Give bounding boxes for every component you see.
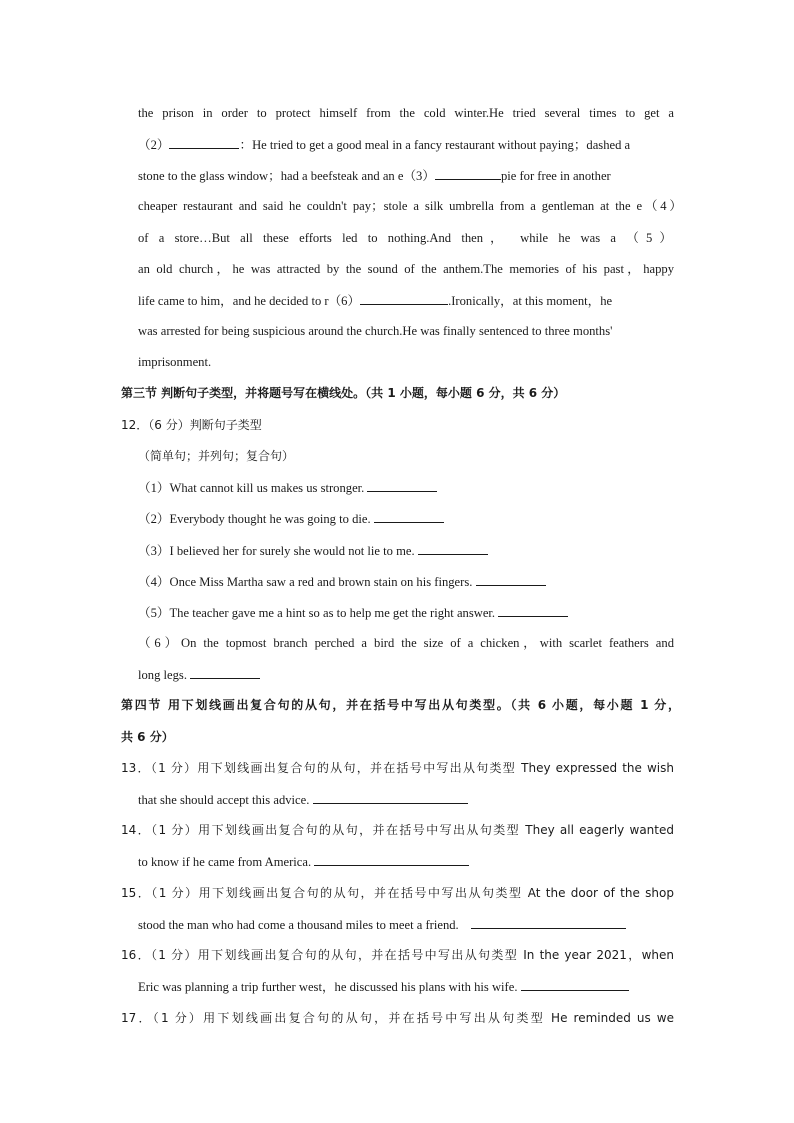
q12-item-1 xyxy=(138,479,437,496)
q12-title: 12．（6 分）判断句子类型 xyxy=(121,418,262,432)
q12-item-4-text: （4）Once Miss Martha saw a red and brown stain on his fingers. xyxy=(138,575,473,589)
q15-prompt: 15．（1 分）用下划线画出复合句的从句，并在括号中写出从句类型 At the door of the shop xyxy=(121,886,674,900)
q16-blank[interactable] xyxy=(521,978,629,991)
q12-item-5-blank[interactable] xyxy=(498,604,568,617)
passage-line-5: of a store…But all these efforts led to nothing.And then， while he was a （5） xyxy=(138,231,672,245)
q12-item-1-blank[interactable] xyxy=(367,479,437,492)
q12-item-2 xyxy=(138,510,444,527)
passage-line-7-suffix: .Ironically，at this moment，he xyxy=(448,294,613,308)
q16-sentence-text: Eric was planning a trip further west，he discussed his plans with his wife. xyxy=(138,980,518,994)
q12-item-6: （6）On the topmost branch perched a bird the size of a chicken，with scarlet feathers and xyxy=(138,636,674,650)
passage-line-6: an old church，he was attracted by the sound of the anthem.The memories of his past，happy xyxy=(138,262,674,276)
passage-line-8: was arrested for being suspicious around the church.He was finally sentenced to three months' xyxy=(138,324,613,338)
passage-line-7 xyxy=(138,292,612,309)
q12-item-5 xyxy=(138,604,568,621)
q12-item-6-cont xyxy=(138,666,260,683)
q12-item-3 xyxy=(138,542,488,559)
section4-heading: 第四节 用下划线画出复合句的从句，并在括号中写出从句类型。（共 6 小题，每小题 1 分， xyxy=(121,698,680,712)
section4-heading-cont: 共 6 分） xyxy=(121,730,174,744)
q12-item-2-blank[interactable] xyxy=(374,510,444,523)
blank-3[interactable] xyxy=(435,167,501,180)
q13-prompt: 13．（1 分）用下划线画出复合句的从句，并在括号中写出从句类型 They expressed the wish xyxy=(121,761,674,775)
q16-sentence xyxy=(138,978,629,995)
q12-item-5-text: （5）The teacher gave me a hint so as to help me get the right answer. xyxy=(138,606,496,620)
q12-item-3-blank[interactable] xyxy=(418,542,488,555)
q15-sentence-text: stood the man who had come a thousand miles to meet a friend. xyxy=(138,918,459,932)
passage-line-2-prefix: （2） xyxy=(138,138,170,152)
q12-item-4 xyxy=(138,573,546,590)
q13-sentence xyxy=(138,791,468,808)
passage-line-9: imprisonment. xyxy=(138,355,212,369)
passage-line-3-prefix: stone to the glass window；had a beefsteak and an e（3） xyxy=(138,169,435,183)
q12-item-3-text: （3）I believed her for surely she would not lie to me. xyxy=(138,544,415,558)
passage-line-2 xyxy=(138,136,630,153)
passage-line-2-suffix: ：He tried to get a good meal in a fancy restaurant without paying；dashed a xyxy=(239,138,631,152)
passage-line-1: the prison in order to protect himself from the cold winter.He tried several times to get a xyxy=(138,106,674,120)
q17-prompt: 17．（1 分）用下划线画出复合句的从句，并在括号中写出从句类型 He reminded us we xyxy=(121,1011,674,1025)
section3-heading: 第三节 判断句子类型，并将题号写在横线处。（共 1 小题，每小题 6 分，共 6 分） xyxy=(121,386,566,400)
blank-6[interactable] xyxy=(360,292,448,305)
q12-options: （简单句；并列句；复合句） xyxy=(138,449,295,463)
passage-line-4: cheaper restaurant and said he couldn't pay；stole a silk umbrella from a gentleman at the e（4） xyxy=(138,199,682,213)
q16-prompt: 16．（1 分）用下划线画出复合句的从句，并在括号中写出从句类型 In the year 2021，when xyxy=(121,948,674,962)
q13-blank[interactable] xyxy=(313,791,468,804)
blank-2[interactable] xyxy=(169,136,239,149)
passage-line-3-suffix: pie for free in another xyxy=(500,169,611,183)
q14-sentence-text: to know if he came from America. xyxy=(138,855,312,869)
q12-item-6-cont-text: long legs. xyxy=(138,668,187,682)
q12-item-4-blank[interactable] xyxy=(476,573,546,586)
q14-sentence xyxy=(138,853,469,870)
q15-blank[interactable] xyxy=(471,916,626,929)
q14-prompt: 14．（1 分）用下划线画出复合句的从句，并在括号中写出从句类型 They all eagerly wanted xyxy=(121,823,674,837)
q14-blank[interactable] xyxy=(314,853,469,866)
q12-item-1-text: （1）What cannot kill us makes us stronger. xyxy=(138,481,365,495)
passage-line-7-prefix: life came to him，and he decided to r（6） xyxy=(138,294,361,308)
passage-line-3 xyxy=(138,167,611,184)
q12-item-6-blank[interactable] xyxy=(190,666,260,679)
q12-item-2-text: （2）Everybody thought he was going to die. xyxy=(138,512,371,526)
q15-sentence xyxy=(138,916,626,933)
q13-sentence-text: that she should accept this advice. xyxy=(138,793,310,807)
